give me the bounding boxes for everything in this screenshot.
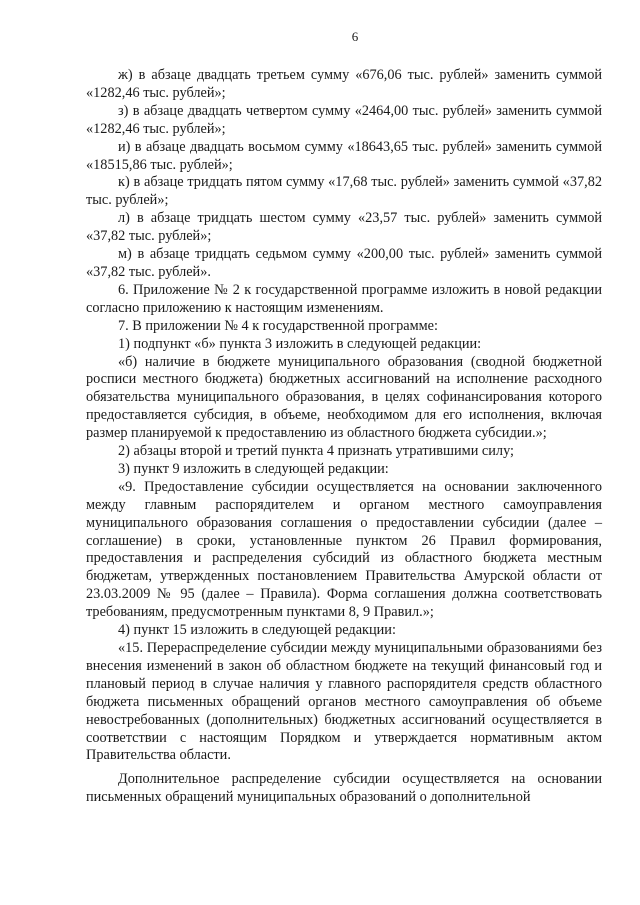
paragraph-subitem-3: 3) пункт 9 изложить в следующей редакции: — [118, 460, 389, 477]
page-number: 6 — [351, 29, 359, 44]
paragraph-i: и) в абзаце двадцать восьмом сумму «18643,65 тыс. рублей» заменить суммой «18515,86 тыс. рублей»; — [86, 138, 602, 173]
paragraph-additional-distribution: Дополнительное распределение субсидии осуществляется на основании письменных обращений муниципальных образований о дополнительной — [86, 771, 602, 806]
paragraph-m: м) в абзаце тридцать седьмом сумму «200,00 тыс. рублей» заменить суммой «37,82 тыс. рублей». — [86, 246, 602, 280]
paragraph-l: л) в абзаце тридцать шестом сумму «23,57 тыс. рублей» заменить суммой «37,82 тыс. рублей»; — [86, 210, 602, 245]
paragraph-item-6: 6. Приложение № 2 к государственной программе изложить в новой редакции согласно приложению к настоящим изменениям. — [86, 281, 602, 316]
paragraph-quote-b: «б) наличие в бюджете муниципального образования (сводной бюджетной росписи местного бюджета) бюджетных ассигнований на исполнение расходного обязательства муниципального образования, в целях софинансирования которого предоставляется субсидия, в объеме, необходимом для его исполнения, включая размер планируемой к предоставлению из областного бюджета субсидии.»; — [86, 353, 602, 442]
paragraph-quote-15: «15. Перераспределение субсидии между муниципальными образованиями без внесения изменений в закон об областном бюджете на текущий финансовый год и плановый период в случае наличия у главного распорядителя средств областного бюджета письменных обращений органов местного самоуправления об объеме невостребованных (дополнительных) бюджетных ассигнований осуществляется в соответствии с настоящим Порядком и утверждается нормативным актом Правительства области. — [86, 640, 602, 764]
document-body — [86, 67, 602, 807]
paragraph-zh: ж) в абзаце двадцать третьем сумму «676,06 тыс. рублей» заменить суммой «1282,46 тыс. рублей»; — [86, 67, 602, 101]
paragraph-subitem-1: 1) подпункт «б» пункта 3 изложить в следующей редакции: — [118, 335, 482, 352]
paragraph-k: к) в абзаце тридцать пятом сумму «17,68 тыс. рублей» заменить суммой «37,82 тыс. рублей»; — [86, 174, 602, 209]
paragraph-subitem-2: 2) абзацы второй и третий пункта 4 признать утратившими силу; — [118, 443, 514, 460]
paragraph-subitem-4: 4) пункт 15 изложить в следующей редакции: — [118, 622, 396, 639]
paragraph-quote-9: «9. Предоставление субсидии осуществляется на основании заключенного между главным распорядителем и органом местного самоуправления муниципального образования соглашения о предоставлении субсидии (далее – соглашение) в сроки, установленные пунктом 26 Правил формирования, предоставления и распределения субсидий из областного бюджета местным бюджетам, утвержденных постановлением Правительства Амурской области от 23.03.2009 № 95 (далее – Правила). Форма соглашения должна соответствовать требованиям, предусмотренным пунктами 8, 9 Правил.»; — [86, 478, 602, 621]
paragraph-z: з) в абзаце двадцать четвертом сумму «2464,00 тыс. рублей» заменить суммой «1282,46 тыс. рублей»; — [86, 102, 602, 137]
paragraph-item-7: 7. В приложении № 4 к государственной программе: — [118, 317, 438, 334]
